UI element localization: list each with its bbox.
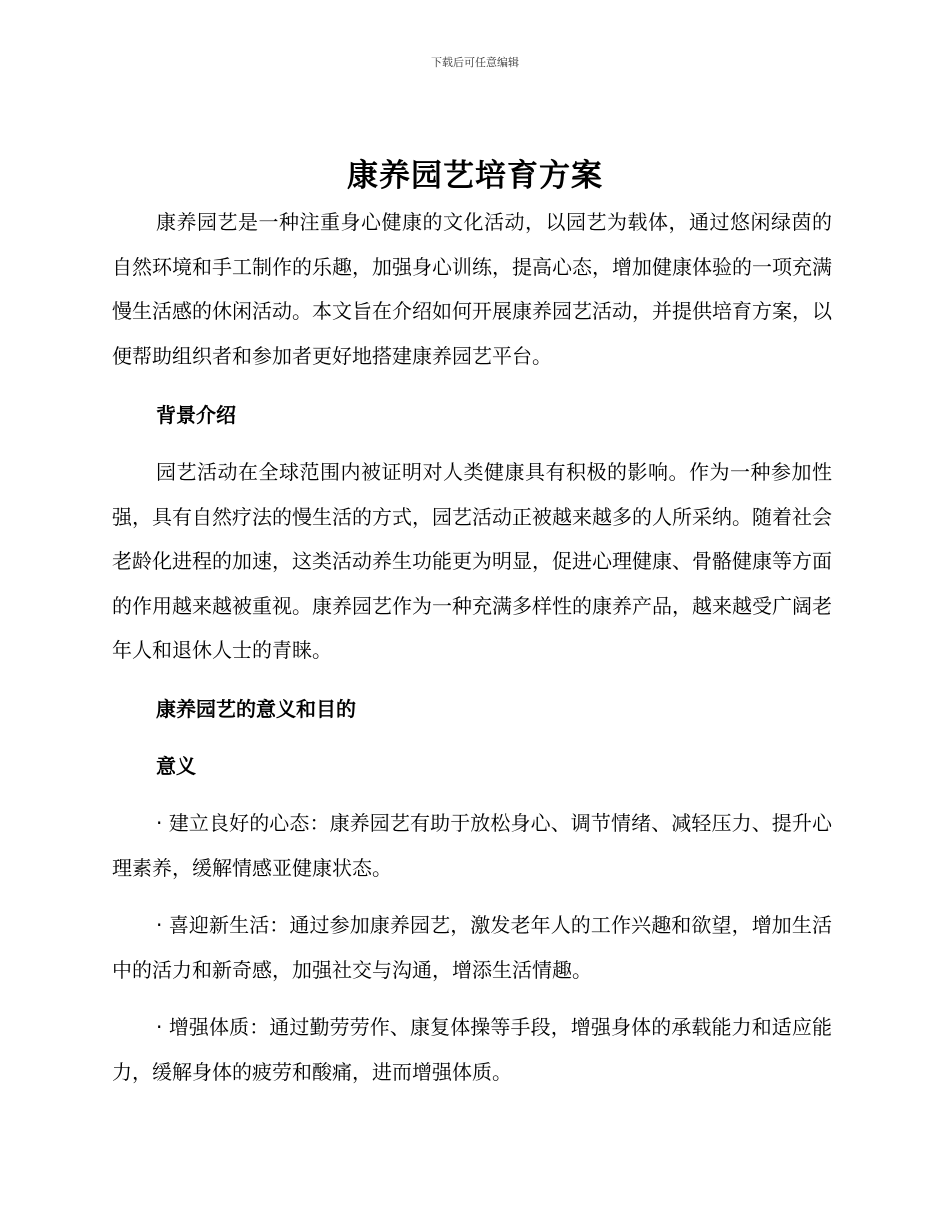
meaning-item-section — [112, 801, 832, 890]
meaning-item: · 增强体质：通过勤劳劳作、康复体操等手段，增强身体的承载能力和适应能力，缓解身体的疲劳和酸痛，进而增强体质。 — [112, 1015, 832, 1084]
meaning-item: · 喜迎新生活：通过参加康养园艺，激发老年人的工作兴趣和欲望，增加生活中的活力和新奇感，加强社交与沟通，增添生活情趣。 — [112, 913, 832, 982]
meaning-item-section — [112, 903, 832, 992]
background-section — [112, 450, 832, 673]
meaning-subheading: 意义 — [156, 754, 196, 778]
meaning-item-section — [112, 1005, 832, 1094]
intro-section — [112, 200, 832, 378]
header-note: 下载后可任意编辑 — [431, 56, 519, 69]
intro-paragraph: 康养园艺是一种注重身心健康的文化活动，以园艺为载体，通过悠闲绿茵的自然环境和手工制作的乐趣，加强身心训练，提高心态，增加健康体验的一项充满慢生活感的休闲活动。本文旨在介绍如何开展康养园艺活动，并提供培育方案，以便帮助组织者和参加者更好地搭建康养园艺平台。 — [112, 210, 832, 368]
meaning-purpose-heading: 康养园艺的意义和目的 — [156, 697, 356, 721]
background-heading-section — [112, 393, 832, 438]
meaning-subheading-section — [112, 744, 832, 789]
meaning-purpose-heading-section — [112, 687, 832, 732]
background-heading: 背景介绍 — [156, 403, 236, 427]
background-paragraph: 园艺活动在全球范围内被证明对人类健康具有积极的影响。作为一种参加性强，具有自然疗法的慢生活的方式，园艺活动正被越来越多的人所采纳。随着社会老龄化进程的加速，这类活动养生功能更为明显，促进心理健康、骨骼健康等方面的作用越来越被重视。康养园艺作为一种充满多样性的康养产品，越来越受广阔老年人和退休人士的青睐。 — [112, 460, 832, 662]
document-title: 康养园艺培育方案 — [347, 158, 603, 194]
meaning-item: · 建立良好的心态：康养园艺有助于放松身心、调节情绪、减轻压力、提升心理素养，缓解情感亚健康状态。 — [112, 811, 832, 880]
